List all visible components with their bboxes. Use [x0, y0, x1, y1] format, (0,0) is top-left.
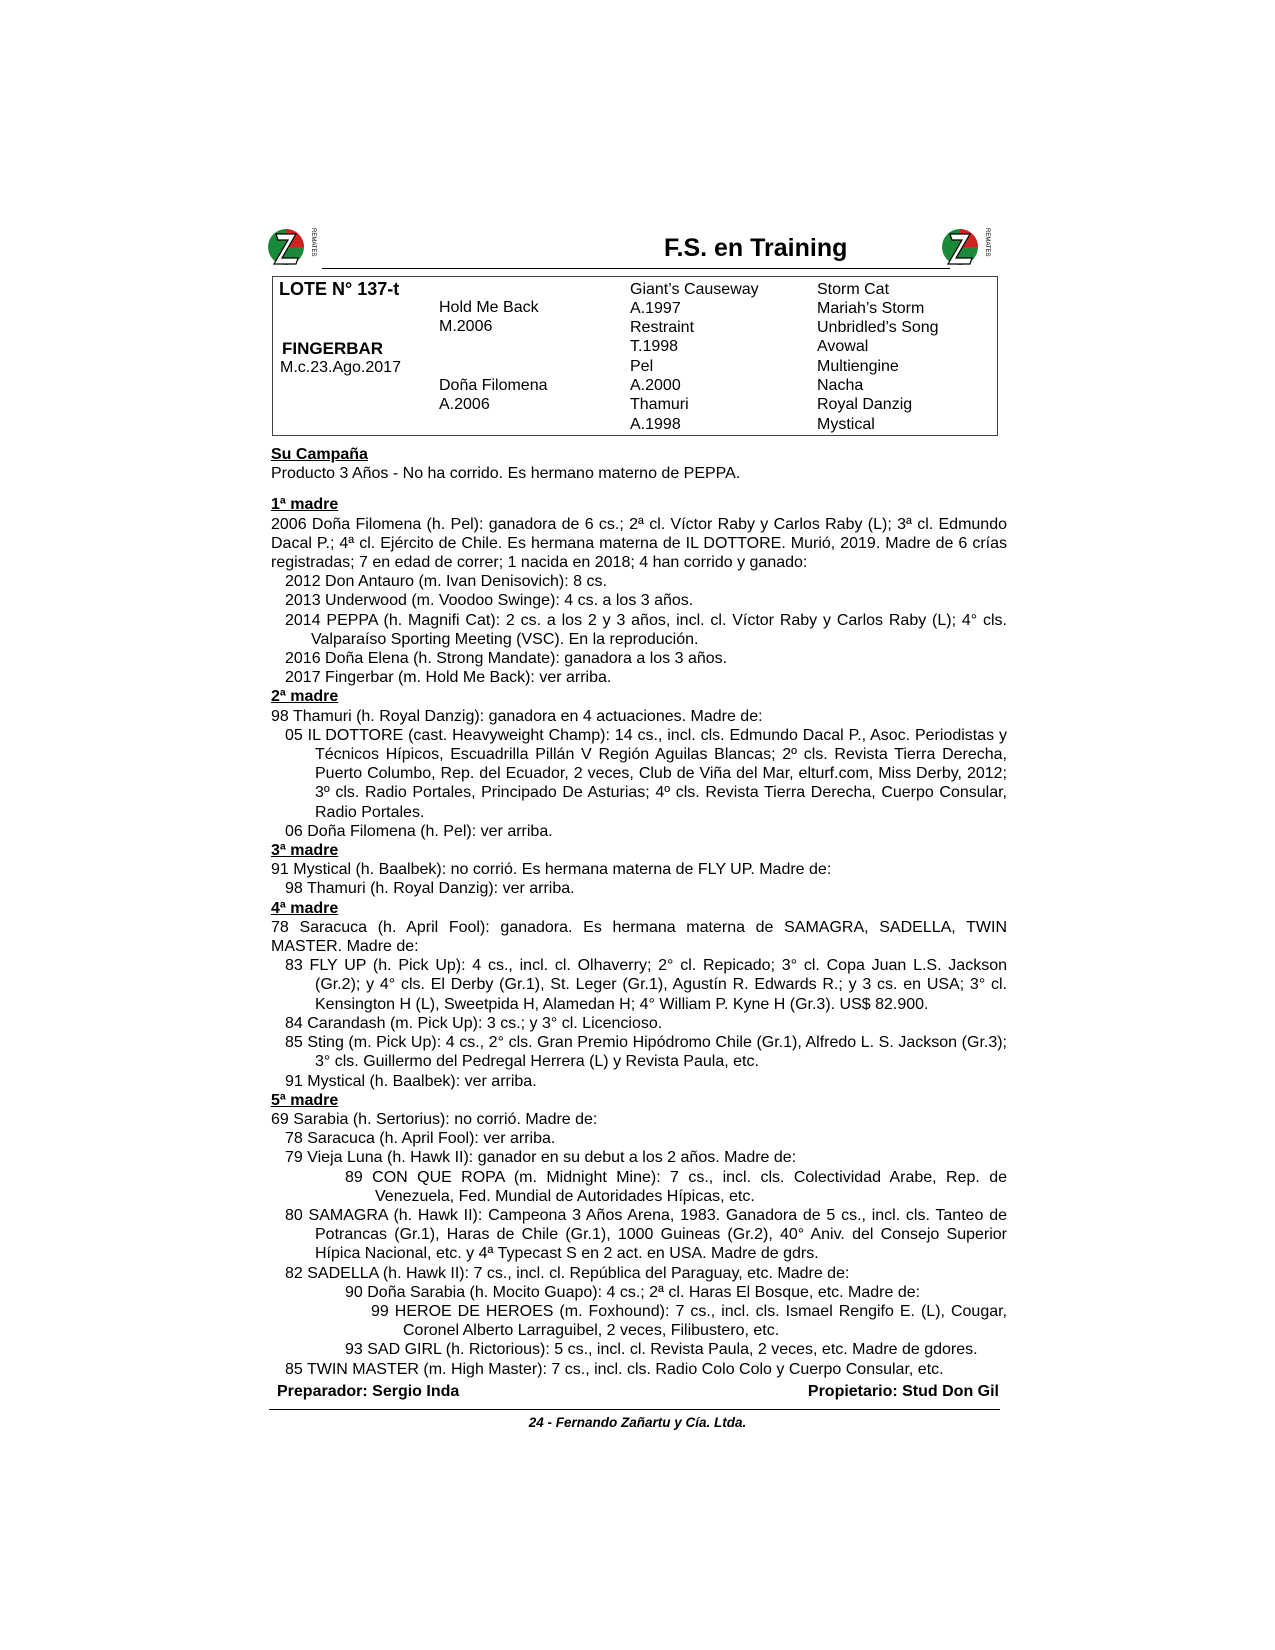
granddam-1: Restraint — [630, 319, 695, 336]
page-title: F.S. en Training — [664, 234, 848, 262]
svg-text:REMATES: REMATES — [310, 228, 316, 257]
list-item: 93 SAD GIRL (h. Rictorious): 5 cs., incl. cl. Revista Paula, 2 veces, etc. Madre de gdores. — [345, 1341, 978, 1359]
list-item: 89 CON QUE ROPA (m. Midnight Mine): 7 cs., incl. cls. Colectividad Arabe, Rep. de Venezuela, Fed. Mundial de Autoridades Hípicas, etc. — [345, 1168, 1007, 1205]
svg-text:REMATES: REMATES — [984, 228, 990, 257]
list-item: 79 Vieja Luna (h. Hawk II): ganador en su debut a los 2 años. Madre de: — [285, 1149, 797, 1167]
list-item: 84 Carandash (m. Pick Up): 3 cs.; y 3° cl. Licencioso. — [285, 1014, 663, 1032]
grandsire-2-info: A.2000 — [630, 377, 681, 394]
sire-name: Hold Me Back — [439, 299, 539, 316]
granddam-2: Thamuri — [630, 396, 689, 413]
great-grandparent: Mystical — [817, 416, 875, 433]
madre-3-heading: 3ª madre — [271, 842, 339, 860]
list-item: 2016 Doña Elena (h. Strong Mandate): ganadora a los 3 años. — [285, 650, 728, 668]
madre-1-intro: 2006 Doña Filomena (h. Pel): ganadora de 6 cs.; 2ª cl. Víctor Raby y Carlos Raby (L); 3ª cl. Edmundo Dacal P.; 4ª cl. Ejército de Chile. Es hermana materna de IL DOTTORE. Murió, 2019. Madre de 6 crías registradas; 7 en edad de correr; 1 nacida en 2018; 4 han corrido y ganado: — [271, 515, 1007, 572]
list-item: 80 SAMAGRA (h. Hawk II): Campeona 3 Años Arena, 1983. Ganadora de 5 cs., incl. cls. Tanteo de Potrancas (Gr.1), Haras de Chile (Gr.1), 1000 Guineas (Gr.2), 40° Aniv. del Consejo Superior Hípica Nacional, etc. y 4ª Typecast S en 2 act. en USA. Madre de gdrs. — [285, 1206, 1007, 1263]
dam-info: A.2006 — [439, 396, 490, 413]
great-grandparent: Unbridled’s Song — [817, 319, 939, 336]
madre-3-intro: 91 Mystical (h. Baalbek): no corrió. Es hermana materna de FLY UP. Madre de: — [271, 861, 832, 879]
list-item: 78 Saracuca (h. April Fool): ver arriba. — [285, 1130, 556, 1148]
list-item: 2013 Underwood (m. Voodoo Swinge): 4 cs. a los 3 años. — [285, 592, 694, 610]
madre-4-heading: 4ª madre — [271, 899, 339, 917]
footer-rule — [269, 1409, 1000, 1410]
sire-info: M.2006 — [439, 318, 493, 335]
owner: Propietario: Stud Don Gil — [807, 1383, 999, 1400]
grandsire-2: Pel — [630, 358, 654, 375]
great-grandparent: Storm Cat — [817, 281, 890, 298]
madre-5-intro: 69 Sarabia (h. Sertorius): no corrió. Madre de: — [271, 1110, 598, 1128]
page-footer: 24 - Fernando Zañartu y Cía. Ltda. — [528, 1415, 747, 1430]
list-item: 83 FLY UP (h. Pick Up): 4 cs., incl. cl. Olhaverry; 2° cl. Repicado; 3° cl. Copa Juan L.S. Jackson (Gr.2); y 4° cls. El Derby (Gr.1), St. Leger (Gr.1), Agustín R. Edwards R.; y 3 cs. en USA; 3° cl. Kensington H (L), Sweetpida H, Alamedan H; 4° William P. Kyne H (Gr.3). US$ 82.900. — [285, 957, 1007, 1013]
madre-5-heading: 5ª madre — [271, 1091, 339, 1109]
remates-logo-left — [266, 222, 318, 268]
granddam-1-info: T.1998 — [630, 338, 679, 355]
list-item: 91 Mystical (h. Baalbek): ver arriba. — [285, 1072, 537, 1090]
trainer: Preparador: Sergio Inda — [277, 1383, 460, 1400]
header-rule — [322, 268, 950, 269]
great-grandparent: Royal Danzig — [817, 396, 913, 413]
list-item: 99 HEROE DE HEROES (m. Foxhound): 7 cs., incl. cls. Ismael Rengifo E. (L), Cougar, Coronel Alberto Larraguibel, 2 veces, Filibustero, etc. — [371, 1302, 1007, 1340]
remates-logo-right — [940, 222, 992, 268]
horse-name: FINGERBAR — [282, 339, 384, 358]
madre-1-heading: 1ª madre — [271, 496, 339, 514]
dam-name: Doña Filomena — [439, 377, 548, 394]
grandsire-1: Giant’s Causeway — [630, 281, 759, 298]
list-item: 98 Thamuri (h. Royal Danzig): ver arriba. — [285, 880, 575, 898]
list-item: 06 Doña Filomena (h. Pel): ver arriba. — [285, 822, 553, 840]
madre-2-intro: 98 Thamuri (h. Royal Danzig): ganadora en 4 actuaciones. Madre de: — [271, 707, 763, 725]
lote-number: LOTE N° 137-t — [279, 279, 400, 299]
campaign-heading: Su Campaña — [271, 446, 368, 463]
list-item: 90 Doña Sarabia (h. Mocito Guapo): 4 cs.; 2ª cl. Haras El Bosque, etc. Madre de: — [345, 1283, 921, 1301]
list-item: 05 IL DOTTORE (cast. Heavyweight Champ): 14 cs., incl. cls. Edmundo Dacal P., Asoc. Periodistas y Técnicos Hípicos, Escuadrilla Pillán V Región Aguilas Blancas; 2º cls. Revista Tierra Derecha, Puerto Columbo, Rep. del Ecuador, 2 veces, Club de Viña del Mar, elturf.com, Miss Derby, 2012; 3º cls. Radio Portales, Principado De Asturias; 4º cls. Revista Tierra Derecha, Cuerpo Consular, Radio Portales. — [285, 726, 1007, 821]
list-item: 2014 PEPPA (h. Magnifi Cat): 2 cs. a los 2 y 3 años, incl. cl. Víctor Raby y Carlos Raby (L); 4° cls. Valparaíso Sporting Meeting (VSC). En la reprodución. — [285, 611, 1007, 648]
madre-2-heading: 2ª madre — [271, 688, 339, 706]
great-grandparent: Nacha — [817, 377, 864, 394]
pedigree-notes — [271, 445, 1007, 1379]
madre-4-intro: 78 Saracuca (h. April Fool): ganadora. Es hermana materna de SAMAGRA, SADELLA, TWIN MASTER. Madre de: — [271, 918, 1007, 956]
list-item: 2017 Fingerbar (m. Hold Me Back): ver arriba. — [285, 669, 612, 687]
list-item: 85 Sting (m. Pick Up): 4 cs., 2° cls. Gran Premio Hipódromo Chile (Gr.1), Alfredo L. S. Jackson (Gr.3); 3° cls. Guillermo del Pedregal Herrera (L) y Revista Paula, etc. — [285, 1034, 1007, 1071]
great-grandparent: Avowal — [817, 338, 869, 355]
grandsire-1-info: A.1997 — [630, 300, 681, 317]
great-grandparent: Mariah’s Storm — [817, 300, 925, 317]
granddam-2-info: A.1998 — [630, 416, 681, 433]
horse-info: M.c.23.Ago.2017 — [280, 359, 401, 376]
great-grandparent: Multiengine — [817, 358, 899, 375]
campaign-line: Producto 3 Años - No ha corrido. Es hermano materno de PEPPA. — [271, 465, 741, 483]
list-item: 82 SADELLA (h. Hawk II): 7 cs., incl. cl. República del Paraguay, etc. Madre de: — [285, 1264, 850, 1282]
list-item: 2012 Don Antauro (m. Ivan Denisovich): 8 cs. — [285, 573, 607, 591]
list-item: 85 TWIN MASTER (m. High Master): 7 cs., incl. cls. Radio Colo Colo y Cuerpo Consular, etc. — [285, 1360, 944, 1378]
